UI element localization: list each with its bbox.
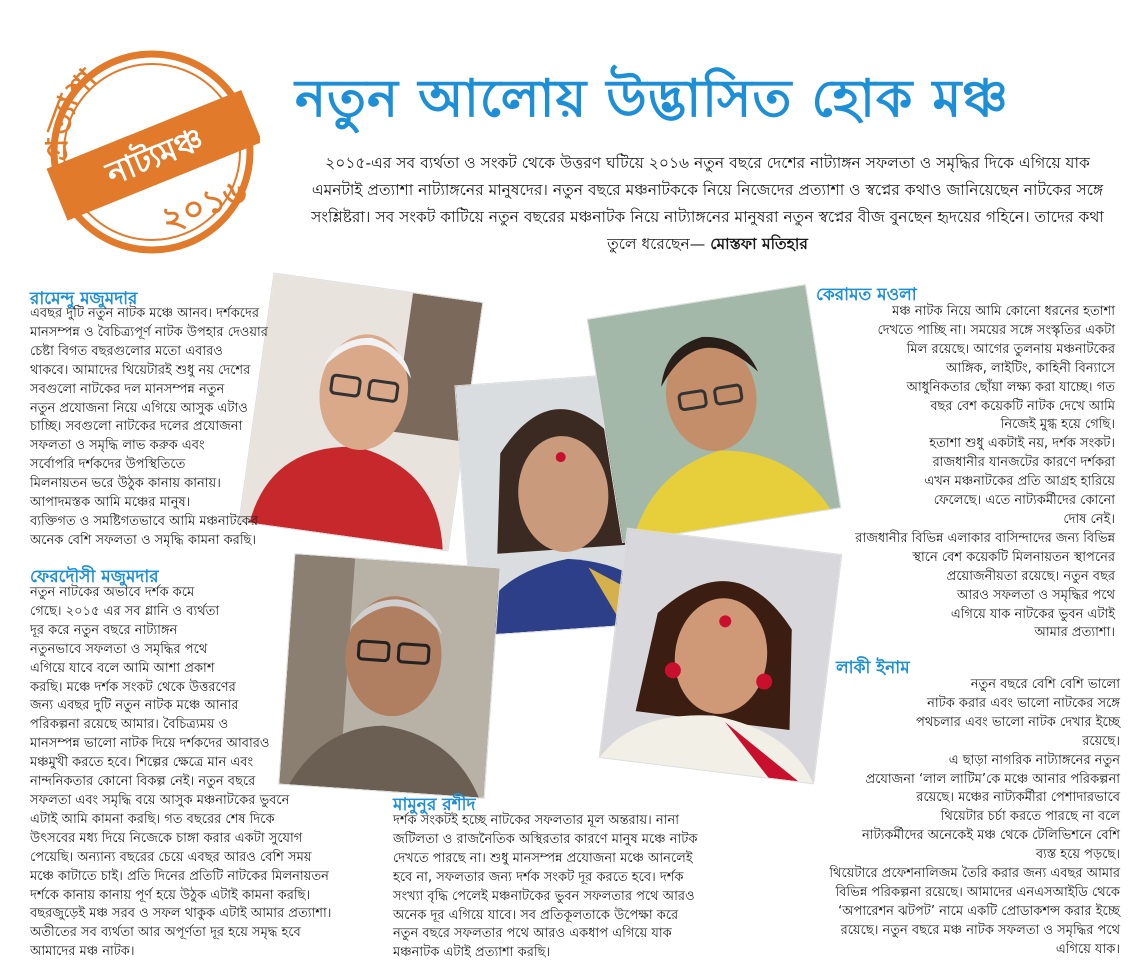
text-line: হতাশা শুধু একটাই নয়, দর্শক সংকট। [929, 436, 1115, 452]
text-line: এগিয়ে যাবে বলে আমি আশা প্রকাশ [30, 660, 215, 676]
text-line: মঞ্চনাটক এটাই প্রত্যাশা করছি। [393, 945, 551, 961]
text-line: রয়েছে। [1082, 733, 1120, 749]
text-line: দর্শকে কানায় কানায় পূর্ণ হয়ে উঠুক এটাই কামনা করছি। [30, 887, 311, 903]
text-line: ফেলেছে। এতে নাট্যকর্মীদের কোনো [933, 493, 1115, 509]
text-line: সফলতা ও সমৃদ্ধি লাভ করুক এবং [30, 438, 205, 454]
text-line: বছর বেশ কয়েকটি নাটক দেখে আমি [930, 398, 1115, 414]
text-line: রয়েছে। মঞ্চের নাট্যকর্মীরা পেশাদারভাবে [916, 790, 1120, 806]
text-line: এটাই আমি কামনা করছি। গত বছরের শেষ দিকে [30, 811, 275, 827]
text-line: থাকবে। আমাদের থিয়েটারই শুধু নয় দেশের [30, 362, 251, 378]
text-ferdousi [30, 584, 375, 962]
text-line: মঞ্চমুখী করতে হবে। শিল্পের ক্ষেত্রে মান এবং [30, 755, 254, 771]
text-line: নতুন নাটকের অভাবে দর্শক কমে [30, 585, 195, 600]
text-line: রাজধানীর বিভিন্ন এলাকার বাসিন্দাদের জন্য বিভিন্ন [855, 530, 1115, 546]
text-line: আমার প্রত্যাশা। [1034, 625, 1115, 641]
text-line: জন্য এবছর দুটি নতুন নাটক মঞ্চে আনার [30, 698, 239, 714]
name-keramat: কেরামত মওলা [816, 285, 917, 305]
text-line: নতুন প্রযোজনা নিয়ে এগিয়ে আসুক এটাও [30, 400, 248, 416]
text-line: নাট্যকর্মীদের অনেকেই মঞ্চ থেকে টেলিভিশনে বেশি [862, 828, 1120, 844]
text-line: বছরজুড়েই মঞ্চ সরব ও সফল থাকুক এটাই আমার প্রত্যাশা। [30, 906, 332, 922]
headline: নতুন আলোয় উদ্ভাসিত হোক মঞ্চ [295, 69, 1009, 129]
text-line: দেখতে পারছে না। শুধু মানসম্পন্ন প্রযোজনা মঞ্চে আনলেই [393, 850, 693, 866]
text-line: মিল রয়েছে। আগের তুলনায় মঞ্চনাটকের [906, 341, 1115, 357]
text-line: নতুন বছরে সফলতার পথে আরও একধাপ এগিয়ে যাক [393, 926, 672, 942]
text-line: আমাদের মঞ্চ নাটক। [30, 944, 135, 960]
text-line: নিজেই মুগ্ধ হয়ে গেছি। [1000, 417, 1115, 433]
text-line: আঙ্গিক, লাইটিং, কাহিনী বিন্যাসে [946, 360, 1115, 376]
text-line: পরিকল্পনা রয়েছে আমার। বৈচিত্র্যময় ও [30, 717, 229, 733]
intro-author: মোস্তফা মতিহার [710, 235, 808, 253]
text-line: গেছে। ২০১৫ এর সব গ্লানি ও ব্যর্থতা [30, 603, 220, 619]
text-line: হবে না, সফলতার জন্য দর্শক সংকট দূর করতে হবে। দর্শক [393, 869, 684, 885]
text-line: পথচলার এবং ভালো নাটক দেখার ইচ্ছে [916, 714, 1120, 730]
text-line: আপাদমস্তক আমি মঞ্চের মানুষ। [30, 495, 191, 511]
text-line: সফলতা এবং সমৃদ্ধি বয়ে আসুক মঞ্চনাটকের ভুবনে [30, 792, 290, 808]
text-line: এবছর দুটি নতুন নাটক মঞ্চে আনব। দর্শকদের [30, 306, 259, 321]
text-line: থিয়েটার চর্চা করতে পারছে না বলে [940, 809, 1120, 825]
name-mamunur: মামুনুর রশীদ [393, 795, 476, 815]
text-line: আরও সফলতা ও সমৃদ্ধির পথে [957, 587, 1115, 603]
text-line: এ ছাড়া নাগরিক নাট্যাঙ্গনের নতুন [948, 752, 1120, 768]
text-line: চাচ্ছি। সবগুলো নাটকের দলের প্রযোজনা [30, 419, 243, 435]
text-line: দোষ নেই। [1063, 511, 1115, 527]
text-line: মানসম্পন্ন ও বৈচিত্র্যপূর্ণ নাটক উপহার দেওয়ার [30, 324, 268, 340]
text-line: সর্বোপরি দর্শকদের উপস্থিতিতে [30, 457, 186, 473]
stamp-year-text: ২০১৬ [155, 170, 253, 241]
text-line: এগিয়ে যাক। [1055, 941, 1120, 957]
text-line: মানসম্পন্ন ভালো নাটক দিয়ে দর্শকদের আবারও [30, 736, 270, 752]
intro-paragraph [310, 150, 1105, 258]
text-line: করছি। মঞ্চে দর্শক সংকট থেকে উত্তরণের [30, 679, 236, 695]
text-line: দূর করে নতুন বছরে নাট্যাঙ্গন [30, 622, 178, 638]
text-line: এখন মঞ্চনাটকের প্রতি আগ্রহ হারিয়ে [924, 474, 1115, 490]
text-line: নাটক করার এবং ভালো নাটকের সঙ্গে [927, 695, 1120, 711]
text-line: রাজধানীর যানজটের কারণে দর্শকরা [932, 455, 1115, 471]
name-lucky: লাকী ইনাম [836, 658, 910, 678]
text-line: অনেক দূর এগিয়ে যাবে। সব প্রতিকূলতাকে উপেক্ষা করে [393, 907, 679, 923]
text-line: নতুনভাবে সফলতা ও সমৃদ্ধির পথে [30, 641, 208, 657]
text-line: অতীতের সব ব্যর্থতা আর অপূর্ণতা দূর হয়ে সমৃদ্ধ হবে [30, 925, 301, 941]
text-line: রয়েছে। নতুন বছরে মঞ্চ নাটক সফলতা ও সমৃদ্ধির পথে [840, 922, 1120, 938]
text-line: প্রযোজনা ‘লাল লাটিম’কে মঞ্চে আনার পরিকল্পনা [865, 771, 1120, 787]
name-ramendu: রামেন্দু মজুমদার [30, 289, 138, 309]
stamp-banner-text: নাট্যমঞ্চ [100, 119, 209, 193]
text-line: ব্যক্তিগত ও সমষ্টিগতভাবে আমি মঞ্চনাটকের [30, 513, 258, 529]
text-line: নতুন বছরে বেশি বেশি ভালো [970, 677, 1120, 692]
stamp-top-text: প্রত্যাশা [40, 62, 105, 162]
text-ramendu [30, 305, 320, 551]
text-line: নান্দনিকতার কোনো বিকল্প নেই। নতুন বছরে [30, 774, 256, 790]
text-line: মিলনায়তন ভরে উঠুক কানায় কানায়। [30, 476, 221, 492]
text-line: ব্যস্ত হয়ে পড়ছে। [1035, 847, 1120, 863]
text-keramat [755, 303, 1115, 643]
text-line: মঞ্চে কাটাতে চাই। প্রতি দিনের প্রতিটি নাটকের মিলনায়তন [30, 868, 329, 884]
text-line: চেষ্টা বিগত বছরগুলোর মতো এবারও [30, 343, 223, 359]
text-mamunur [393, 812, 738, 963]
natyamancha-stamp-logo [40, 40, 260, 260]
text-line: পেয়েছি। অন্যান্য বছরের চেয়ে এবছর আরও বেশি সময় [30, 849, 312, 865]
text-line: থিয়েটারে প্রফেশনালিজম তৈরি করার জন্য এবছর আমার [829, 866, 1120, 882]
text-line: উৎসবের মধ্য দিয়ে নিজেকে চাঙ্গা করার একটা সুযোগ [30, 830, 303, 846]
text-line: স্থানে বেশ কয়েকটি মিলনায়তন স্থাপনের [912, 549, 1115, 565]
text-line: ‘অপারেশন ঝটপট’ নামে একটি প্রোডাকশন্স করার ইচ্ছে [838, 903, 1120, 919]
intro-text: ২০১৫-এর সব ব্যর্থতা ও সংকট থেকে উত্তরণ ঘটিয়ে ২০১৬ নতুন বছরে দেশের নাট্যাঙ্গন সফলতা ও সমৃদ্ধির দিকে এগিয়ে যাক এমনটাই প্রত্যাশা নাট্যাঙ্গনের মানুষদের। নতুন বছরে মঞ্চনাটককে নিয়ে নিজেদের প্রত্যাশা ও স্বপ্নের কথাও জানিয়েছেন নাটকের সঙ্গে সংশ্লিষ্টরা। সব সংকট কাটিয়ে নতুন বছরের মঞ্চনাটক নিয়ে নাট্যাঙ্গনের মানুষরা নতুন স্বপ্নের বীজ বুনছেন হৃদয়ের গহিনে। তাদের কথা তুলে ধরেছেন— [311, 154, 1104, 253]
text-line: অনেক বেশি সফলতা ও সমৃদ্ধি কামনা করছি। [30, 532, 257, 548]
text-line: প্রয়োজনীয়তা রয়েছে। নতুন বছর [946, 568, 1115, 584]
text-line: দেখতে পাচ্ছি না। সময়ের সঙ্গে সংস্কৃতির একটা [877, 322, 1115, 338]
text-line: এগিয়ে যাক নাটকের ভুবন এটাই [950, 606, 1115, 622]
name-ferdousi: ফেরদৌসী মজুমদার [30, 567, 159, 587]
text-line: বিভিন্ন পরিকল্পনা রয়েছে। আমাদের এনএসআইডি থেকে [835, 884, 1120, 900]
text-line: জটিলতা ও রাজনৈতিক অস্থিরতার কারণে মানুষ মঞ্চে নাটক [393, 831, 698, 847]
text-line: মঞ্চ নাটক নিয়ে আমি কোনো ধরনের হতাশা [892, 304, 1115, 319]
text-line: সবগুলো নাটকের দল মানসম্পন্ন নতুন [30, 381, 225, 397]
text-line: সংখ্যা বৃদ্ধি পেলেই মঞ্চনাটকের ভুবন সফলতার পথে আরও [393, 888, 695, 904]
text-lucky [745, 676, 1120, 960]
text-line: দর্শক সংকটই হচ্ছে নাটকের সফলতার মূল অন্তরায়। নানা [393, 813, 679, 828]
text-line: আধুনিকতার ছোঁয়া লক্ষ্য করা যাচ্ছে। গত [906, 379, 1115, 395]
